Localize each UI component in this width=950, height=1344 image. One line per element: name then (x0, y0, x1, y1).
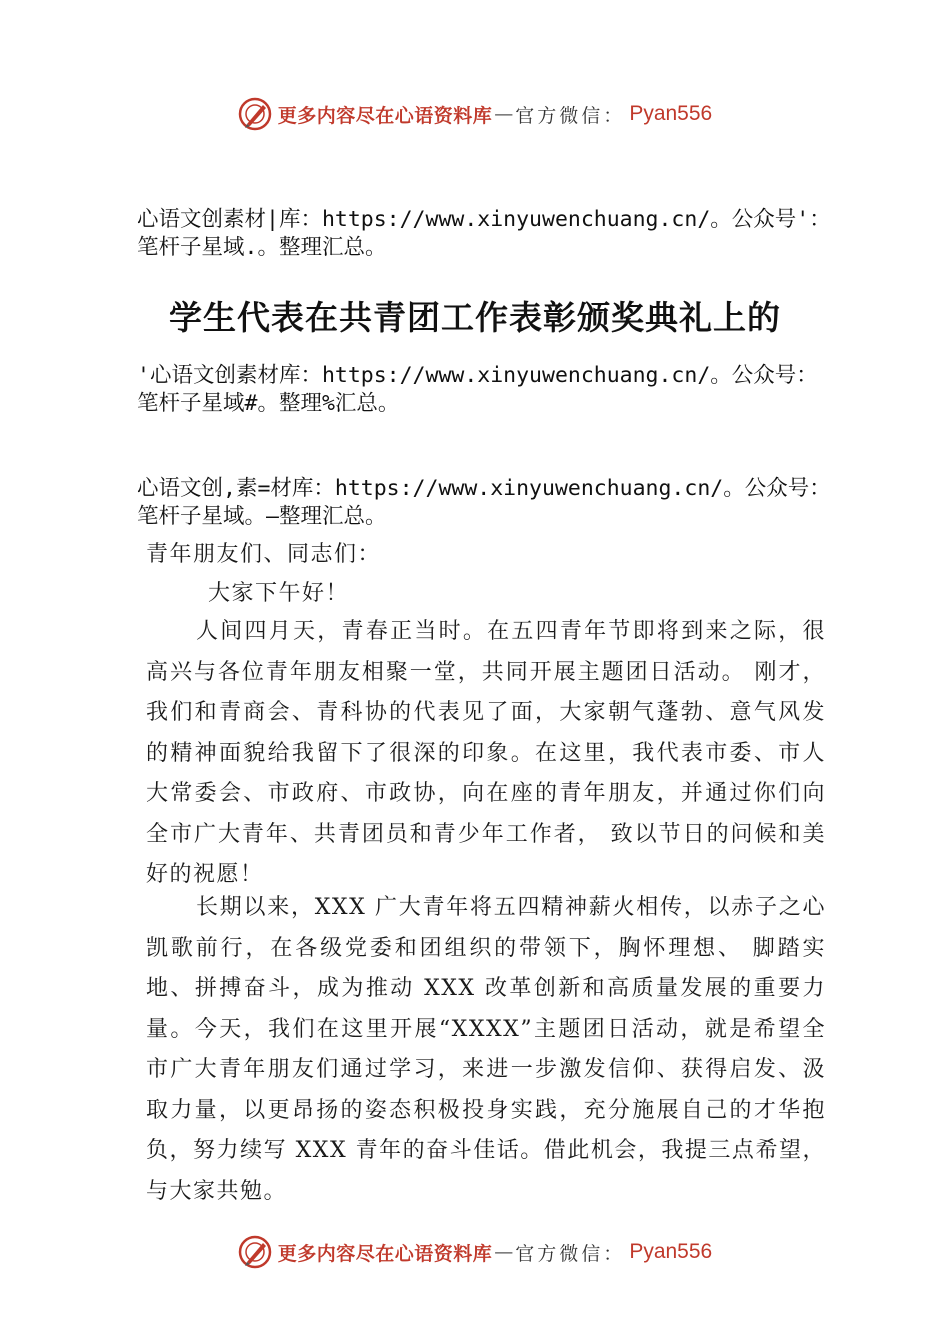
banner-text: 更多内容尽在心语资料库 (277, 104, 493, 127)
document-title: 学生代表在共青团工作表彰颁奖典礼上的 (169, 298, 781, 337)
greeting: 大家下午好！ (208, 581, 350, 606)
banner-separator: — (494, 103, 514, 125)
watermark-text-2: '心语文创素材库：https://www.xinyuwenchuang.cn/。公众号：笔杆子星域#。整理%汇总。 (137, 363, 818, 416)
pen-logo-icon (238, 1235, 272, 1269)
pen-logo-icon (238, 97, 272, 131)
salutation: 青年朋友们、同志们： (146, 542, 382, 567)
banner-wechat-id: Pyan556 (629, 1240, 713, 1263)
watermark-text-3: 心语文创,素=材库：https://www.xinyuwenchuang.cn/。公众号：笔杆子星域。—整理汇总。 (137, 476, 831, 529)
watermark-text-1: 心语文创素材|库：https://www.xinyuwenchuang.cn/。公众号'：笔杆子星域.。整理汇总。 (137, 207, 831, 260)
banner-wechat-label: 官方微信： (515, 104, 626, 127)
banner-separator: — (494, 1241, 514, 1263)
header-banner (0, 94, 950, 134)
paragraph-1: 人间四月天，青春正当时。在五四青年节即将到来之际，很高兴与各位青年朋友相聚一堂，共同开展主题团日活动。 刚才，我们和青商会、青科协的代表见了面，大家朝气蓬勃、意气风发的精神面貌给我留下了很深的印象。在这里，我代表市委、市人大常委会、市政府、市政协，向在座的青年朋友，并通过你们向全市广大青年、共青团员和青少年工作者， 致以节日的问候和美好的祝愿！ (146, 619, 826, 887)
banner-text: 更多内容尽在心语资料库 (277, 1242, 493, 1265)
paragraph-2: 长期以来，XXX 广大青年将五四精神薪火相传，以赤子之心凯歌前行，在各级党委和团组织的带领下，胸怀理想、 脚踏实地、拼搏奋斗，成为推动 XXX 改革创新和高质量发展的重要力量。今天，我们在这里开展“XXXX”主题团日活动，就是希望全市广大青年朋友们通过学习，来进一步激发信仰、获得启发、汲取力量，以更昂扬的姿态积极投身实践，充分施展自己的才华抱负，努力续写 XXX 青年的奋斗佳话。借此机会，我提三点希望，与大家共勉。 (146, 895, 826, 1204)
banner-wechat-id: Pyan556 (629, 102, 713, 125)
footer-banner (0, 1232, 950, 1272)
banner-wechat-label: 官方微信： (515, 1242, 626, 1265)
